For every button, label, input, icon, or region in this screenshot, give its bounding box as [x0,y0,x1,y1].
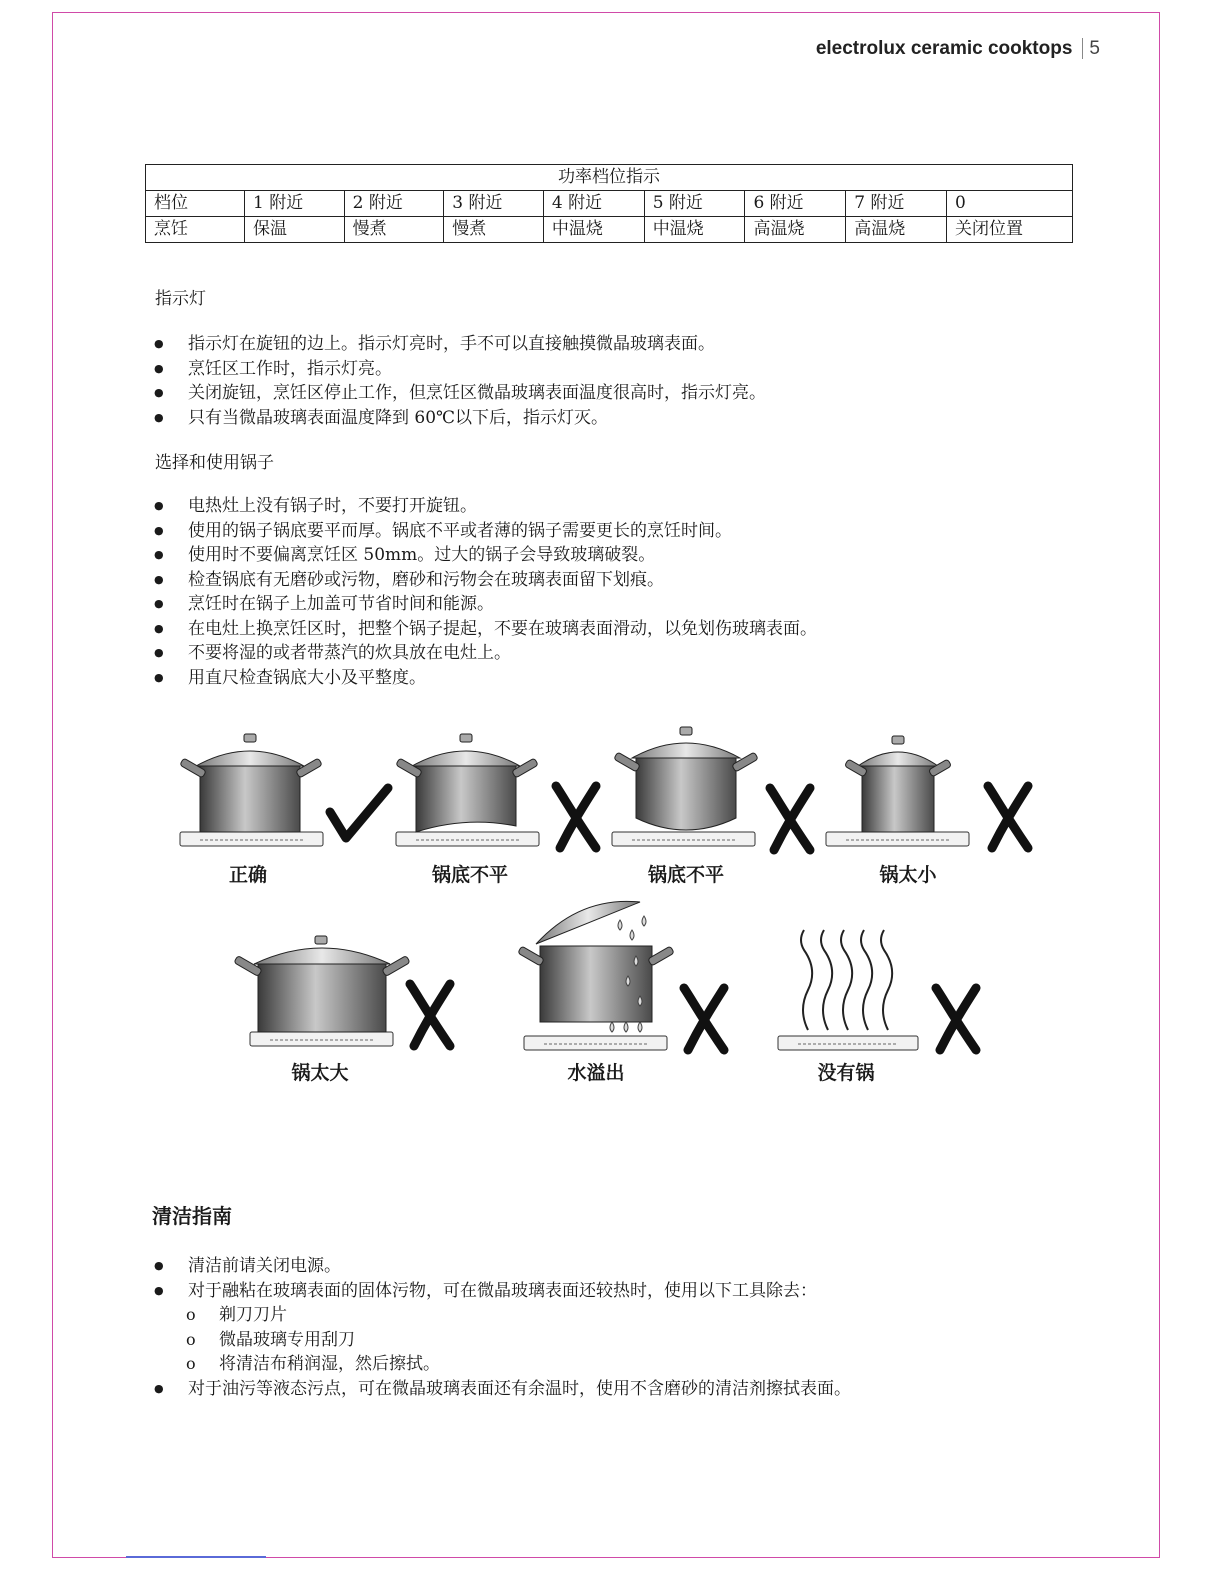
list-item: ● 使用时不要偏离烹饪区 50mm。过大的锅子会导致玻璃破裂。 [152,543,817,568]
list-item: ● 检查锅底有无磨砂或污物，磨砂和污物会在玻璃表面留下划痕。 [152,568,817,593]
list-item: ● 烹饪区工作时，指示灯亮。 [152,357,766,382]
table-cell: 0 [946,191,1072,217]
page-number: 5 [1082,38,1100,59]
table-cell: 保温 [245,217,345,243]
figure-label: 锅底不平 [647,864,724,886]
list-item: ● 使用的锅子锅底要平而厚。锅底不平或者薄的锅子需要更长的烹饪时间。 [152,519,817,544]
cross-icon [988,786,1028,848]
list-item: ● 电热灶上没有锅子时，不要打开旋钮。 [152,494,817,519]
table-cell: 6 附近 [745,191,846,217]
figure-label: 水溢出 [567,1062,625,1084]
table-cell: 高温烧 [745,217,846,243]
table-cell: 档位 [146,191,245,217]
table-cell: 烹饪 [146,217,245,243]
no-pot-heat [778,930,918,1050]
cleaning-section-title: 清洁指南 [152,1204,232,1228]
table-cell: 1 附近 [245,191,345,217]
table-cell: 7 附近 [846,191,947,217]
check-icon [330,788,388,838]
cross-icon [936,988,976,1050]
list-item: ● 烹饪时在锅子上加盖可节省时间和能源。 [152,592,817,617]
figure-label: 正确 [228,864,267,886]
pot-too-small [826,736,969,846]
table-caption: 功率档位指示 [146,165,1073,191]
pot-uneven-bottom-1 [396,734,539,846]
sub-list-item: o 剃刀刀片 [152,1303,851,1328]
page-edge-mark [126,1556,266,1558]
figure-label: 锅底不平 [431,864,508,886]
table-cell: 5 附近 [644,191,745,217]
header-title: electrolux ceramic cooktops [815,38,1073,59]
pot-uneven-bottom-2 [612,727,758,846]
pot-too-big [234,936,410,1046]
cross-icon [684,988,724,1050]
figure-label: 锅太小 [879,864,937,886]
list-item: ● 用直尺检查锅底大小及平整度。 [152,666,817,691]
table-cell: 关闭位置 [946,217,1072,243]
sub-list-item: o 微晶玻璃专用刮刀 [152,1328,851,1353]
figure-label: 锅太大 [291,1062,349,1084]
table-cell: 慢煮 [344,217,444,243]
figure-label: 没有锅 [817,1062,875,1084]
list-item: ● 指示灯在旋钮的边上。指示灯亮时，手不可以直接触摸微晶玻璃表面。 [152,332,766,357]
cleaning-list [152,1254,851,1401]
pot-correct [180,734,323,846]
list-item: ● 对于油污等液态污点，可在微晶玻璃表面还有余温时，使用不含磨砂的清洁剂擦拭表面。 [152,1377,851,1402]
cross-icon [410,984,450,1046]
table-cell: 2 附近 [344,191,444,217]
pots-section-title: 选择和使用锅子 [155,453,274,473]
table-cell: 慢煮 [444,217,544,243]
table-cell: 中温烧 [644,217,745,243]
list-item: ● 清洁前请关闭电源。 [152,1254,851,1279]
table-cell: 中温烧 [543,217,644,243]
table-cell: 4 附近 [543,191,644,217]
table-cell: 3 附近 [444,191,544,217]
cross-icon [770,788,810,850]
pot-overflow [518,901,675,1050]
list-item: ● 不要将湿的或者带蒸汽的炊具放在电灶上。 [152,641,817,666]
list-item: ● 对于融粘在玻璃表面的固体污物，可在微晶玻璃表面还较热时，使用以下工具除去： [152,1279,851,1304]
table-cell: 高温烧 [846,217,947,243]
list-item: ● 关闭旋钮，烹饪区停止工作，但烹饪区微晶玻璃表面温度很高时，指示灯亮。 [152,381,766,406]
list-item: ● 只有当微晶玻璃表面温度降到 60℃以下后，指示灯灭。 [152,406,766,431]
cross-icon [556,786,596,848]
indicator-section-title: 指示灯 [155,289,206,309]
list-item: ● 在电灶上换烹饪区时，把整个锅子提起，不要在玻璃表面滑动，以免划伤玻璃表面。 [152,617,817,642]
sub-list-item: o 将清洁布稍润湿，然后擦拭。 [152,1352,851,1377]
